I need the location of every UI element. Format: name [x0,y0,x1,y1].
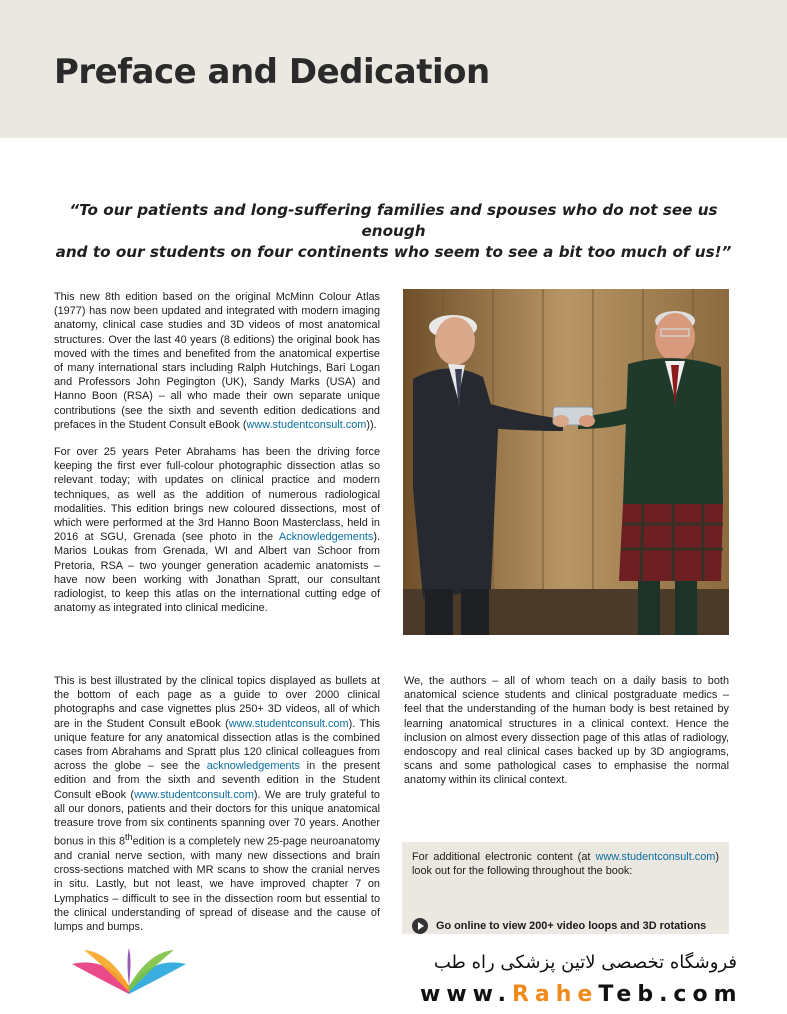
dedication-line-1: “To our patients and long-suffering families and spouses who do not see us enough [69,201,718,240]
play-icon [412,918,428,934]
page-title: Preface and Dedication [54,52,490,92]
preface-left-column [54,290,380,628]
preface-paragraph-3: This is best illustrated by the clinical topics displayed as bullets at the bottom of each page as a guide to over 2000 clinical photographs and case vignettes plus 250+ 3D videos, all of which are in the Student Consult eBook (www.studentconsult.com). This unique feature for any anatomical dissection atlas is the combined cases from Abrahams and Spratt plus 120 clinical colleagues from across the globe – see the acknowledgements in the present edition and from the sixth and seventh edition in the Student Consult eBook (www.studentconsult.com). We are truly grateful to all our donors, patients and their doctors for this unique anatomical treasure trove from six continents spanning over 70 years. Another bonus in this 8thedition is a completely new 25-page neuroanatomy and cranial nerve section, with many new dissections and brain cross-sections matched with MR scans to show the cranial nerves in situ. Lastly, but not least, we have improved chapter 7 on Lymphatics – difficult to see in the dissection room but essential to the clinical understanding of spread of disease and the cause of lumps and bumps. [54,675,380,932]
electronic-content-text: For additional electronic content (at www.studentconsult.com) look out for the following throughout the book: [412,851,719,878]
preface-right-column [404,674,729,801]
video-loops-item [412,918,706,934]
acknowledgements-link[interactable]: Acknowledgements [278,531,374,544]
acknowledgements-link-2[interactable]: acknowledgements [206,760,300,773]
video-loops-label: Go online to view 200+ video loops and 3D rotations [436,920,707,932]
footer-watermark [0,934,787,1014]
authors-photo-image [403,289,729,635]
preface-left-column-lower [54,674,380,932]
footer-persian-text: فروشگاه تخصصی لاتین پزشکی راه طب [433,952,737,973]
preface-paragraph-4: We, the authors – all of whom teach on a daily basis to both anatomical science students and clinical postgraduate medics – feel that the understanding of the human body is best retained by learning anatomical structures in a clinical context. Hence the inclusion on almost every dissection page of this atlas of radiology, endoscopy and real clinical cases backed up by 3D angiograms, scans and some pathological cases to emphasise the normal anatomy within its clinical context. [404,675,729,787]
electronic-content-box [402,842,729,934]
authors-photo [403,289,729,635]
dedication-quote [40,200,747,263]
preface-paragraph-2: For over 25 years Peter Abrahams has been the driving force keeping the first ever full-colour photographic dissection atlas so relevant today; with updates on clinical practice and modern techniques, as well as the addition of numerous radiological modalities. This edition brings new coloured dissections, most of which were performed at the 3rd Hanno Boon Masterclass, held in 2016 at SGU, Grenada (see photo in the Acknowledgements). Marios Loukas from Grenada, WI and Albert van Schoor from Pretoria, RSA – two younger generation academic anatomists – have now been working with Jonathan Spratt, our consultant radiologist, to keep this atlas on the international cutting edge of anatomy as integrated into clinical medicine. [54,446,380,615]
dedication-line-2: and to our students on four continents who seem to see a bit too much of us!” [55,243,732,261]
studentconsult-link[interactable]: www.studentconsult.com [246,418,367,431]
book-logo-icon [64,946,194,1006]
studentconsult-link-2[interactable]: www.studentconsult.com [228,717,349,730]
studentconsult-link-3[interactable]: www.studentconsult.com [134,788,254,801]
footer-url: www.RaheTeb.com [420,982,743,1007]
studentconsult-link-4[interactable]: www.studentconsult.com [595,851,716,863]
preface-paragraph-1: This new 8th edition based on the original McMinn Colour Atlas (1977) has now been updated and integrated with modern imaging anatomy, clinical case studies and 3D videos of most anatomical structures. Over the last 40 years (8 editions) the original book has moved with the times and benefited from the anatomical expertise of many international stars including Ralph Hutchings, Bari Logan and Professors John Pegington (UK), Sandy Marks (USA) and Hanno Boon (RSA) – all who made their own separate unique contributions (see the sixth and seventh edition dedications and prefaces in the Student Consult eBook (www.studentconsult.com)). [54,291,380,431]
